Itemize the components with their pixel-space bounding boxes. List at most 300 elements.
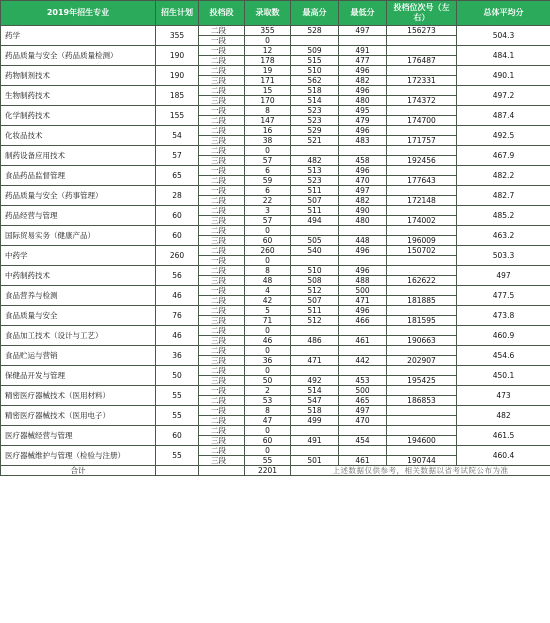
rank-number: 192456 <box>387 156 457 166</box>
stage-label: 三段 <box>199 336 245 346</box>
stage-label: 二段 <box>199 246 245 256</box>
min-score: 496 <box>339 266 387 276</box>
rank-number <box>387 426 457 436</box>
max-score: 540 <box>291 246 339 256</box>
max-score <box>291 326 339 336</box>
plan-count: 355 <box>156 26 199 46</box>
admit-count: 36 <box>245 356 291 366</box>
rank-number <box>387 106 457 116</box>
max-score: 514 <box>291 386 339 396</box>
min-score <box>339 446 387 456</box>
max-score: 512 <box>291 316 339 326</box>
major-name: 药品质量与安全（药事管理） <box>1 186 156 206</box>
admit-count: 2 <box>245 386 291 396</box>
table-row <box>1 126 550 136</box>
rank-number <box>387 206 457 216</box>
stage-label: 二段 <box>199 366 245 376</box>
max-score: 510 <box>291 66 339 76</box>
rank-number <box>387 66 457 76</box>
major-name: 精密医疗器械技术（医用材料） <box>1 386 156 406</box>
stage-label: 三段 <box>199 76 245 86</box>
rank-number <box>387 366 457 376</box>
max-score: 499 <box>291 416 339 426</box>
stage-label: 二段 <box>199 56 245 66</box>
min-score: 500 <box>339 386 387 396</box>
table-row <box>1 366 550 376</box>
table-row <box>1 186 550 196</box>
total-label: 合计 <box>1 466 156 476</box>
stage-label: 三段 <box>199 136 245 146</box>
plan-count: 57 <box>156 146 199 166</box>
table-row <box>1 286 550 296</box>
admit-count: 71 <box>245 316 291 326</box>
stage-label: 三段 <box>199 236 245 246</box>
rank-number <box>387 186 457 196</box>
admit-count: 5 <box>245 306 291 316</box>
average-score: 473 <box>457 386 550 406</box>
min-score: 448 <box>339 236 387 246</box>
max-score: 494 <box>291 216 339 226</box>
table-row <box>1 46 550 56</box>
admit-count: 8 <box>245 266 291 276</box>
rank-number <box>387 46 457 56</box>
plan-count: 190 <box>156 46 199 66</box>
major-name: 中药学 <box>1 246 156 266</box>
stage-label: 二段 <box>199 66 245 76</box>
admit-count: 171 <box>245 76 291 86</box>
min-score: 490 <box>339 206 387 216</box>
admit-count: 12 <box>245 46 291 56</box>
total-row <box>1 466 550 476</box>
rank-number <box>387 446 457 456</box>
max-score: 562 <box>291 76 339 86</box>
plan-count: 55 <box>156 446 199 466</box>
average-score: 482.2 <box>457 166 550 186</box>
rank-number <box>387 166 457 176</box>
major-name: 药品经营与管理 <box>1 206 156 226</box>
admit-count: 0 <box>245 366 291 376</box>
rank-number: 194600 <box>387 436 457 446</box>
max-score: 508 <box>291 276 339 286</box>
max-score: 521 <box>291 136 339 146</box>
rank-number <box>387 256 457 266</box>
average-score: 490.1 <box>457 66 550 86</box>
rank-number: 174002 <box>387 216 457 226</box>
min-score: 496 <box>339 306 387 316</box>
admit-count: 178 <box>245 56 291 66</box>
rank-number: 172331 <box>387 76 457 86</box>
admit-count: 60 <box>245 236 291 246</box>
header-stage: 投档段 <box>199 1 245 26</box>
min-score: 470 <box>339 176 387 186</box>
total-count: 2201 <box>245 466 291 476</box>
max-score: 514 <box>291 96 339 106</box>
min-score <box>339 326 387 336</box>
admit-count: 59 <box>245 176 291 186</box>
stage-label: 二段 <box>199 306 245 316</box>
admit-count: 260 <box>245 246 291 256</box>
max-score <box>291 256 339 266</box>
max-score: 471 <box>291 356 339 366</box>
stage-label: 一段 <box>199 106 245 116</box>
average-score: 485.2 <box>457 206 550 226</box>
plan-count: 190 <box>156 66 199 86</box>
stage-label: 一段 <box>199 386 245 396</box>
admit-count: 15 <box>245 86 291 96</box>
table-row <box>1 206 550 216</box>
min-score <box>339 226 387 236</box>
max-score: 511 <box>291 306 339 316</box>
major-name: 化学制药技术 <box>1 106 156 126</box>
plan-count: 55 <box>156 386 199 406</box>
max-score: 491 <box>291 436 339 446</box>
rank-number: 150702 <box>387 246 457 256</box>
max-score: 510 <box>291 266 339 276</box>
max-score: 523 <box>291 106 339 116</box>
admit-count: 355 <box>245 26 291 36</box>
max-score: 529 <box>291 126 339 136</box>
rank-number: 174700 <box>387 116 457 126</box>
rank-number <box>387 306 457 316</box>
stage-label: 二段 <box>199 426 245 436</box>
average-score: 482 <box>457 406 550 426</box>
major-name: 医疗器械维护与管理（检验与注册） <box>1 446 156 466</box>
average-score: 463.2 <box>457 226 550 246</box>
min-score <box>339 366 387 376</box>
average-score: 497.2 <box>457 86 550 106</box>
admit-count: 55 <box>245 456 291 466</box>
max-score: 507 <box>291 196 339 206</box>
average-score: 487.4 <box>457 106 550 126</box>
stage-label: 二段 <box>199 396 245 406</box>
max-score: 513 <box>291 166 339 176</box>
average-score: 504.3 <box>457 26 550 46</box>
rank-number <box>387 346 457 356</box>
stage-label: 三段 <box>199 276 245 286</box>
max-score: 523 <box>291 116 339 126</box>
min-score: 496 <box>339 166 387 176</box>
min-score: 496 <box>339 66 387 76</box>
min-score <box>339 146 387 156</box>
admit-count: 8 <box>245 106 291 116</box>
min-score: 497 <box>339 186 387 196</box>
header-rank: 投档位次号（左右） <box>387 1 457 26</box>
admit-count: 16 <box>245 126 291 136</box>
stage-label: 三段 <box>199 316 245 326</box>
stage-label: 二段 <box>199 266 245 276</box>
stage-label: 二段 <box>199 346 245 356</box>
plan-count: 50 <box>156 366 199 386</box>
min-score: 497 <box>339 406 387 416</box>
stage-label: 二段 <box>199 296 245 306</box>
admit-count: 46 <box>245 336 291 346</box>
average-score: 482.7 <box>457 186 550 206</box>
major-name: 生物制药技术 <box>1 86 156 106</box>
plan-count: 36 <box>156 346 199 366</box>
admit-count: 38 <box>245 136 291 146</box>
stage-label: 三段 <box>199 376 245 386</box>
rank-number: 195425 <box>387 376 457 386</box>
major-name: 制药设备应用技术 <box>1 146 156 166</box>
admit-count: 0 <box>245 226 291 236</box>
stage-label: 一段 <box>199 186 245 196</box>
rank-number <box>387 36 457 46</box>
max-score: 509 <box>291 46 339 56</box>
admit-count: 50 <box>245 376 291 386</box>
rank-number: 162622 <box>387 276 457 286</box>
table-row <box>1 166 550 176</box>
major-name: 精密医疗器械技术（医用电子） <box>1 406 156 426</box>
average-score: 477.5 <box>457 286 550 306</box>
stage-label: 二段 <box>199 86 245 96</box>
min-score: 477 <box>339 56 387 66</box>
max-score: 492 <box>291 376 339 386</box>
min-score: 491 <box>339 46 387 56</box>
major-name: 药学 <box>1 26 156 46</box>
stage-label: 二段 <box>199 416 245 426</box>
min-score: 466 <box>339 316 387 326</box>
admit-count: 8 <box>245 406 291 416</box>
major-name: 药品质量与安全（药品质量检测） <box>1 46 156 66</box>
rank-number <box>387 266 457 276</box>
min-score: 500 <box>339 286 387 296</box>
plan-count: 155 <box>156 106 199 126</box>
rank-number: 177643 <box>387 176 457 186</box>
stage-label: 三段 <box>199 456 245 466</box>
min-score: 471 <box>339 296 387 306</box>
min-score: 496 <box>339 126 387 136</box>
admit-count: 4 <box>245 286 291 296</box>
plan-count: 60 <box>156 226 199 246</box>
max-score <box>291 146 339 156</box>
stage-label: 一段 <box>199 36 245 46</box>
admit-count: 147 <box>245 116 291 126</box>
min-score: 458 <box>339 156 387 166</box>
stage-label: 二段 <box>199 446 245 456</box>
rank-number <box>387 126 457 136</box>
average-score: 454.6 <box>457 346 550 366</box>
admit-count: 0 <box>245 146 291 156</box>
major-name: 医疗器械经营与管理 <box>1 426 156 446</box>
stage-label: 三段 <box>199 156 245 166</box>
stage-label: 三段 <box>199 436 245 446</box>
stage-label: 二段 <box>199 26 245 36</box>
max-score: 505 <box>291 236 339 246</box>
max-score: 507 <box>291 296 339 306</box>
rank-number: 174372 <box>387 96 457 106</box>
rank-number <box>387 286 457 296</box>
rank-number <box>387 226 457 236</box>
plan-count: 65 <box>156 166 199 186</box>
table-row <box>1 306 550 316</box>
min-score: 488 <box>339 276 387 286</box>
admit-count: 6 <box>245 186 291 196</box>
min-score: 495 <box>339 106 387 116</box>
rank-number: 172148 <box>387 196 457 206</box>
table-row <box>1 426 550 436</box>
major-name: 化妆品技术 <box>1 126 156 146</box>
major-name: 食品营养与检测 <box>1 286 156 306</box>
max-score: 482 <box>291 156 339 166</box>
admit-count: 3 <box>245 206 291 216</box>
major-name: 食品质量与安全 <box>1 306 156 326</box>
max-score <box>291 226 339 236</box>
table-row <box>1 226 550 236</box>
major-name: 药物制剂技术 <box>1 66 156 86</box>
average-score: 450.1 <box>457 366 550 386</box>
average-score: 467.9 <box>457 146 550 166</box>
rank-number: 190744 <box>387 456 457 466</box>
stage-label: 二段 <box>199 126 245 136</box>
plan-count: 260 <box>156 246 199 266</box>
stage-label: 一段 <box>199 166 245 176</box>
rank-number <box>387 326 457 336</box>
rank-number <box>387 86 457 96</box>
admit-count: 57 <box>245 216 291 226</box>
rank-number: 186853 <box>387 396 457 406</box>
table-body <box>1 26 550 466</box>
plan-count: 185 <box>156 86 199 106</box>
rank-number <box>387 386 457 396</box>
rank-number: 181885 <box>387 296 457 306</box>
table-row <box>1 106 550 116</box>
min-score: 479 <box>339 116 387 126</box>
rank-number: 176487 <box>387 56 457 66</box>
header-average: 总体平均分 <box>457 1 550 26</box>
stage-label: 三段 <box>199 96 245 106</box>
average-score: 473.8 <box>457 306 550 326</box>
major-name: 国际贸易实务（健康产品） <box>1 226 156 246</box>
max-score: 486 <box>291 336 339 346</box>
major-name: 中药制药技术 <box>1 266 156 286</box>
admit-count: 0 <box>245 256 291 266</box>
header-major: 2019年招生专业 <box>1 1 156 26</box>
min-score: 470 <box>339 416 387 426</box>
admit-count: 42 <box>245 296 291 306</box>
min-score <box>339 256 387 266</box>
rank-number: 196009 <box>387 236 457 246</box>
average-score: 484.1 <box>457 46 550 66</box>
max-score: 501 <box>291 456 339 466</box>
stage-label: 二段 <box>199 146 245 156</box>
header-max: 最高分 <box>291 1 339 26</box>
min-score: 497 <box>339 26 387 36</box>
min-score: 482 <box>339 196 387 206</box>
major-name: 食品加工技术（设计与工艺） <box>1 326 156 346</box>
average-score: 461.5 <box>457 426 550 446</box>
min-score: 454 <box>339 436 387 446</box>
admit-count: 19 <box>245 66 291 76</box>
plan-count: 46 <box>156 286 199 306</box>
stage-label: 二段 <box>199 196 245 206</box>
stage-label: 一段 <box>199 46 245 56</box>
min-score: 496 <box>339 246 387 256</box>
plan-count: 60 <box>156 426 199 446</box>
admit-count: 6 <box>245 166 291 176</box>
admit-count: 47 <box>245 416 291 426</box>
max-score: 528 <box>291 26 339 36</box>
plan-count: 28 <box>156 186 199 206</box>
rank-number <box>387 406 457 416</box>
min-score: 480 <box>339 96 387 106</box>
table-row <box>1 26 550 36</box>
table-row <box>1 246 550 256</box>
rank-number: 202907 <box>387 356 457 366</box>
max-score: 511 <box>291 206 339 216</box>
max-score <box>291 346 339 356</box>
stage-label: 二段 <box>199 226 245 236</box>
average-score: 492.5 <box>457 126 550 146</box>
max-score <box>291 366 339 376</box>
max-score <box>291 36 339 46</box>
average-score: 460.9 <box>457 326 550 346</box>
min-score: 453 <box>339 376 387 386</box>
stage-label: 一段 <box>199 286 245 296</box>
max-score <box>291 446 339 456</box>
plan-count: 46 <box>156 326 199 346</box>
table-row <box>1 346 550 356</box>
admit-count: 53 <box>245 396 291 406</box>
rank-number <box>387 146 457 156</box>
admit-count: 22 <box>245 196 291 206</box>
stage-label: 二段 <box>199 176 245 186</box>
admit-count: 0 <box>245 36 291 46</box>
min-score: 480 <box>339 216 387 226</box>
max-score: 511 <box>291 186 339 196</box>
admit-count: 170 <box>245 96 291 106</box>
major-name: 保健品开发与管理 <box>1 366 156 386</box>
plan-count: 56 <box>156 266 199 286</box>
min-score: 461 <box>339 336 387 346</box>
min-score <box>339 36 387 46</box>
plan-count: 76 <box>156 306 199 326</box>
min-score <box>339 346 387 356</box>
table-row <box>1 146 550 156</box>
min-score <box>339 426 387 436</box>
min-score: 442 <box>339 356 387 366</box>
max-score: 523 <box>291 176 339 186</box>
max-score: 512 <box>291 286 339 296</box>
stage-label: 二段 <box>199 326 245 336</box>
min-score: 461 <box>339 456 387 466</box>
table-row <box>1 326 550 336</box>
stage-label: 三段 <box>199 356 245 366</box>
stage-label: 二段 <box>199 206 245 216</box>
average-score: 497 <box>457 266 550 286</box>
table-row <box>1 266 550 276</box>
table-row <box>1 66 550 76</box>
average-score: 503.3 <box>457 246 550 266</box>
admit-count: 48 <box>245 276 291 286</box>
table-row <box>1 386 550 396</box>
admit-count: 60 <box>245 436 291 446</box>
max-score: 518 <box>291 86 339 96</box>
max-score: 547 <box>291 396 339 406</box>
stage-label: 二段 <box>199 116 245 126</box>
max-score <box>291 426 339 436</box>
average-score: 460.4 <box>457 446 550 466</box>
min-score: 483 <box>339 136 387 146</box>
stage-label: 一段 <box>199 406 245 416</box>
max-score: 518 <box>291 406 339 416</box>
rank-number: 171757 <box>387 136 457 146</box>
table-row <box>1 406 550 416</box>
table-row <box>1 446 550 456</box>
header-count: 录取数 <box>245 1 291 26</box>
max-score: 515 <box>291 56 339 66</box>
header-row <box>1 1 550 26</box>
header-min: 最低分 <box>339 1 387 26</box>
